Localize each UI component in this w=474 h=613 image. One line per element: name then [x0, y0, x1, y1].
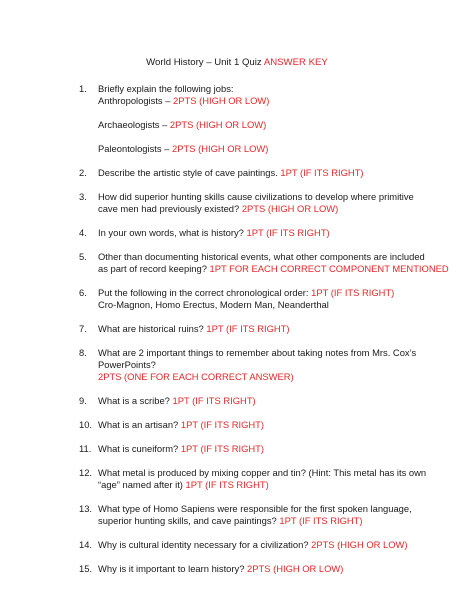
question-8-line-2: PowerPoints? — [98, 359, 156, 370]
question-2-text — [98, 167, 364, 179]
question-7-text — [98, 323, 290, 335]
question-text: Why is cultural identity necessary for a civilization? — [98, 539, 312, 550]
points-label: 1PT (IF ITS RIGHT) — [180, 443, 265, 454]
paleontologists-label: Paleontologists – — [98, 143, 173, 154]
anthropologists-line — [98, 95, 269, 107]
paleontologists-points: 2PTS (HIGH OR LOW) — [172, 143, 269, 154]
question-11-text — [98, 443, 264, 455]
question-text: Describe the artistic style of cave paintings. — [98, 167, 281, 178]
question-12-line-2 — [98, 479, 269, 491]
points-label: 1PT (IF ITS RIGHT) — [172, 395, 256, 406]
question-14-text — [98, 539, 407, 551]
question-13-line-2 — [98, 515, 363, 527]
question-15-text — [98, 563, 343, 575]
question-8-number: 8. — [79, 347, 87, 358]
question-3-line-2 — [98, 203, 338, 215]
question-number: 1. — [79, 83, 87, 94]
question-text: What are historical ruins? — [98, 323, 207, 334]
question-text: cave men had previously existed? — [98, 203, 242, 214]
paleontologists-line — [98, 143, 268, 155]
question-3-line-1: How did superior hunting skills cause civilizations to develop where primitive — [98, 191, 414, 202]
points-label: 1PT FOR EACH CORRECT COMPONENT MENTIONED — [209, 263, 449, 274]
question-text: What is cuneiform? — [98, 443, 181, 454]
question-6-line-2: Cro-Magnon, Homo Erectus, Modern Man, Neanderthal — [98, 299, 329, 310]
archaeologists-line — [98, 119, 266, 131]
points-label: 1PT (IF ITS RIGHT) — [206, 323, 290, 334]
question-text: Why is it important to learn history? — [98, 563, 248, 574]
title-text: World History – Unit 1 Quiz — [146, 57, 264, 68]
question-text: What is a scribe? — [98, 395, 173, 406]
question-4-number: 4. — [79, 227, 87, 238]
question-text: “age” named after it) — [98, 479, 186, 490]
anthropologists-label: Anthropologists – — [98, 95, 174, 106]
question-12-number: 12. — [79, 467, 93, 478]
question-11-number: 11. — [79, 443, 92, 454]
question-5-line-2 — [98, 263, 449, 275]
points-label: 1PT (IF ITS RIGHT) — [246, 227, 330, 238]
question-6-number: 6. — [79, 287, 87, 298]
question-3-number: 3. — [79, 191, 87, 202]
points-label: 1PT (IF ITS RIGHT) — [185, 479, 269, 490]
question-text: as part of record keeping? — [98, 263, 210, 274]
question-text: Put the following in the correct chronological order: — [98, 287, 312, 298]
anthropologists-points: 2PTS (HIGH OR LOW) — [173, 95, 270, 106]
points-label: 2PTS (HIGH OR LOW) — [247, 563, 344, 574]
question-5-line-1: Other than documenting historical events, what other components are included — [98, 251, 425, 262]
points-label: 2PTS (HIGH OR LOW) — [241, 203, 339, 214]
question-10-number: 10. — [79, 419, 93, 430]
question-8-points: 2PTS (ONE FOR EACH CORRECT ANSWER) — [98, 371, 294, 382]
question-2-number: 2. — [79, 167, 87, 178]
question-15-number: 15. — [79, 563, 93, 574]
question-1 — [79, 83, 87, 95]
page-title — [0, 57, 474, 69]
points-label: 1PT (IF ITS RIGHT) — [180, 419, 265, 430]
question-12-line-1: What metal is produced by mixing copper and tin? (Hint: This metal has its own — [98, 467, 427, 478]
question-8-line-1: What are 2 important things to remember about taking notes from Mrs. Cox’s — [98, 347, 417, 358]
question-text: superior hunting skills, and cave paintings? — [98, 515, 280, 526]
question-13-line-1: What type of Homo Sapiens were responsible for the first spoken language, — [98, 503, 412, 514]
archaeologists-label: Archaeologists – — [98, 119, 170, 130]
points-label: 1PT (IF ITS RIGHT) — [280, 167, 364, 178]
question-5-number: 5. — [79, 251, 87, 262]
answer-key-label: ANSWER KEY — [263, 57, 328, 68]
question-14-number: 14. — [79, 539, 93, 550]
question-4-text — [98, 227, 330, 239]
points-label: 1PT (IF ITS RIGHT) — [311, 287, 395, 298]
question-text: In your own words, what is history? — [98, 227, 247, 238]
question-text: What is an artisan? — [98, 419, 181, 430]
question-9-text — [98, 395, 256, 407]
points-label: 1PT (IF ITS RIGHT) — [279, 515, 363, 526]
question-9-number: 9. — [79, 395, 87, 406]
question-13-number: 13. — [79, 503, 93, 514]
question-10-text — [98, 419, 264, 431]
question-6-line-1 — [98, 287, 394, 299]
question-1-text: Briefly explain the following jobs: — [98, 83, 234, 94]
points-label: 2PTS (HIGH OR LOW) — [311, 539, 408, 550]
question-7-number: 7. — [79, 323, 87, 334]
archaeologists-points: 2PTS (HIGH OR LOW) — [169, 119, 267, 130]
